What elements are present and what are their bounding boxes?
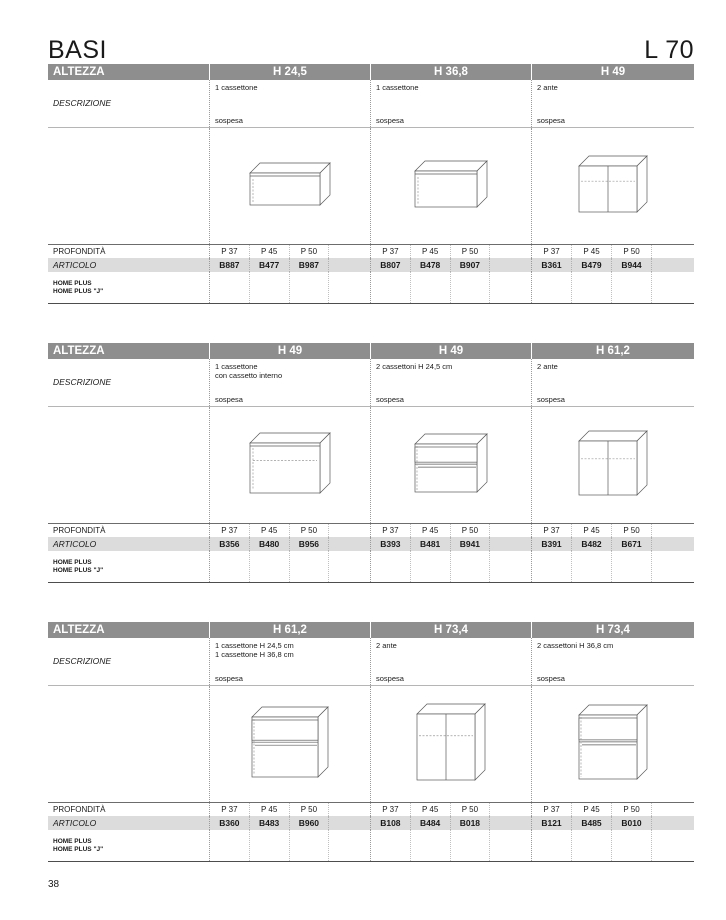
article-code: B907 [451,258,491,272]
height-header: H 49 [370,343,531,359]
home-plus-row [48,272,694,304]
article-code: B477 [250,258,290,272]
depth-label: P 50 [290,245,330,258]
cabinet-drawing-cell [370,128,531,244]
article-code: B956 [290,537,330,551]
base-table-section [48,64,694,304]
cabinet-drawing-cell [531,686,694,802]
depth-label: P 37 [532,803,572,816]
height-header: H 73,4 [370,622,531,638]
cabinet-drawing-cell [209,128,370,244]
height-header: H 61,2 [209,622,370,638]
description-text: 1 cassettone [215,83,258,92]
article-code: B391 [532,537,572,551]
article-code: B483 [250,816,290,830]
description-row [48,80,694,127]
description-text: 2 ante [537,83,558,92]
article-code: B478 [411,258,451,272]
depth-label: P 37 [210,245,250,258]
description-text: 1 cassettone [215,362,258,371]
depth-row [48,802,694,816]
depth-label: P 50 [290,524,330,537]
depth-label: P 37 [371,245,411,258]
mount-type: sospesa [215,674,243,683]
profondita-label: PROFONDITÀ [53,247,106,256]
description-cell [531,80,694,127]
description-text: 2 cassettoni H 36,8 cm [537,641,614,650]
cabinet-drawing-cell [370,407,531,523]
mount-type: sospesa [376,674,404,683]
height-header: H 36,8 [370,64,531,80]
description-cell [370,638,531,685]
depth-label: P 37 [532,524,572,537]
descrizione-label: DESCRIZIONE [53,98,112,108]
depth-label: P 45 [411,245,451,258]
mount-type: sospesa [537,116,565,125]
description-cell [209,80,370,127]
description-text: con cassetto interno [215,371,283,380]
profondita-label: PROFONDITÀ [53,526,106,535]
description-text: 1 cassettone H 24,5 cm [215,641,294,650]
home-plus-row [48,830,694,862]
article-row [48,816,694,830]
article-row [48,258,694,272]
depth-label: P 50 [451,524,491,537]
drawer-1-internal-icon [250,433,330,498]
article-code: B018 [451,816,491,830]
description-cell [370,359,531,406]
article-code: B480 [250,537,290,551]
depth-label: P 37 [210,524,250,537]
description-cell [370,80,531,127]
depth-label: P 37 [532,245,572,258]
altezza-label: ALTEZZA [53,66,105,78]
depth-label: P 37 [371,524,411,537]
depth-label: P 50 [451,803,491,816]
height-header: H 49 [531,64,694,80]
home-plus-j-label: HOME PLUS "J" [53,567,104,574]
article-code: B482 [572,537,612,551]
depth-label: P 45 [250,803,290,816]
depth-label: P 45 [572,803,612,816]
description-cell [209,638,370,685]
article-code: B887 [210,258,250,272]
article-code: B356 [210,537,250,551]
altezza-label: ALTEZZA [53,624,105,636]
altezza-label: ALTEZZA [53,345,105,357]
article-code: B671 [612,537,652,551]
description-text: 1 cassettone [376,83,419,92]
home-plus-j-label: HOME PLUS "J" [53,288,104,295]
description-cell [531,359,694,406]
article-code: B987 [290,258,330,272]
mount-type: sospesa [376,116,404,125]
cabinet-drawing-cell [209,407,370,523]
page-number: 38 [48,879,60,890]
depth-label: P 45 [572,524,612,537]
image-row [48,127,694,244]
height-header: H 61,2 [531,343,694,359]
home-plus-j-label: HOME PLUS "J" [53,846,104,853]
descrizione-label: DESCRIZIONE [53,656,112,666]
articolo-label: ARTICOLO [53,260,97,270]
mount-type: sospesa [215,395,243,404]
depth-row [48,244,694,258]
description-text: 2 ante [376,641,397,650]
article-code: B010 [612,816,652,830]
doors-2-icon [579,156,647,217]
depth-label: P 45 [250,524,290,537]
height-header: H 49 [209,343,370,359]
depth-label: P 45 [572,245,612,258]
depth-label: P 45 [411,524,451,537]
base-table-section [48,622,694,862]
profondita-label: PROFONDITÀ [53,805,106,814]
description-row [48,359,694,406]
description-text: 2 cassettoni H 24,5 cm [376,362,453,371]
article-code: B361 [532,258,572,272]
article-code: B944 [612,258,652,272]
depth-label: P 45 [411,803,451,816]
drawers-2-icon [415,434,487,497]
depth-label: P 50 [612,245,652,258]
cabinet-drawing-cell [370,686,531,802]
depth-label: P 37 [371,803,411,816]
article-code: B807 [371,258,411,272]
article-code: B481 [411,537,451,551]
base-table-section [48,343,694,583]
drawer-1-icon [250,163,330,210]
depth-label: P 45 [250,245,290,258]
article-code: B484 [411,816,451,830]
cabinet-drawing-cell [209,686,370,802]
article-code: B121 [532,816,572,830]
mount-type: sospesa [537,674,565,683]
article-code: B360 [210,816,250,830]
article-code: B960 [290,816,330,830]
cabinet-drawing-cell [531,128,694,244]
depth-label: P 50 [451,245,491,258]
drawers-2-icon [579,705,647,784]
height-header: H 73,4 [531,622,694,638]
header-row [48,622,694,638]
article-code: B108 [371,816,411,830]
height-header: H 24,5 [209,64,370,80]
description-cell [209,359,370,406]
cabinet-drawing-cell [531,407,694,523]
depth-row [48,523,694,537]
header-row [48,343,694,359]
drawers-2-icon [252,707,328,782]
mount-type: sospesa [537,395,565,404]
home-plus-label: HOME PLUS [53,559,92,566]
description-text: 2 ante [537,362,558,371]
descrizione-label: DESCRIZIONE [53,377,112,387]
page-title: BASI [48,36,107,64]
description-text: 1 cassettone H 36,8 cm [215,650,294,659]
home-plus-label: HOME PLUS [53,280,92,287]
depth-label: P 37 [210,803,250,816]
mount-type: sospesa [215,116,243,125]
article-code: B479 [572,258,612,272]
article-row [48,537,694,551]
description-row [48,638,694,685]
home-plus-label: HOME PLUS [53,838,92,845]
doors-2-icon [417,704,485,785]
articolo-label: ARTICOLO [53,818,97,828]
image-row [48,685,694,802]
articolo-label: ARTICOLO [53,539,97,549]
depth-label: P 50 [612,524,652,537]
article-code: B393 [371,537,411,551]
page-width-label: L 70 [644,36,694,64]
image-row [48,406,694,523]
article-code: B485 [572,816,612,830]
drawer-1-icon [415,161,487,212]
home-plus-row [48,551,694,583]
depth-label: P 50 [290,803,330,816]
description-cell [531,638,694,685]
doors-2-icon [579,431,647,500]
mount-type: sospesa [376,395,404,404]
header-row [48,64,694,80]
article-code: B941 [451,537,491,551]
depth-label: P 50 [612,803,652,816]
